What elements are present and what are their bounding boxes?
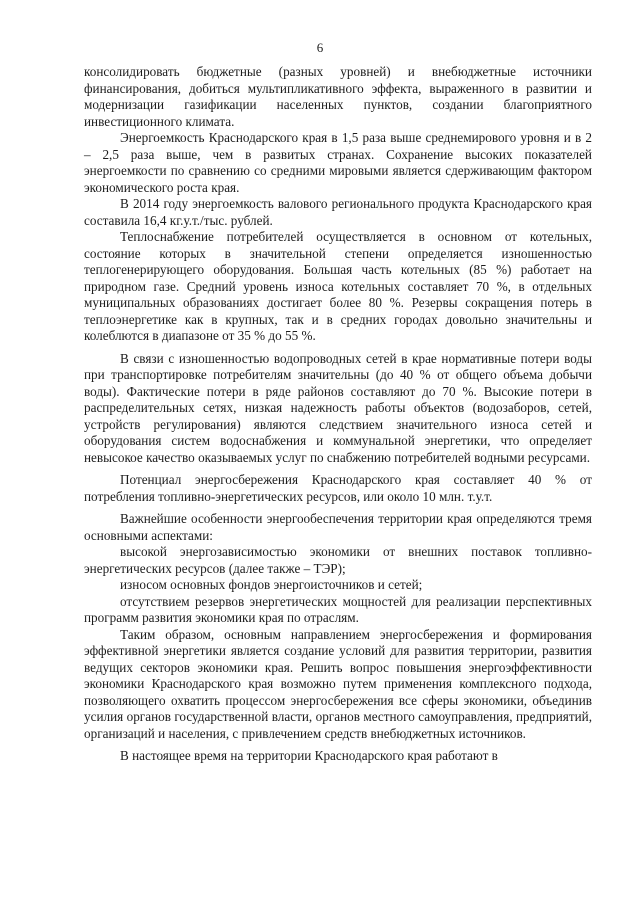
page-number: 6 <box>316 40 324 55</box>
paragraph-2014-grp: В 2014 году энергоемкость валового регионального продукта Краснодарского края составила 16,4 кг.у.т./тыс. рублей. <box>84 196 592 228</box>
list-item-no-reserves: отсутствием резервов энергетических мощностей для реализации перспективных программ развития экономики края по отраслям. <box>84 593 592 625</box>
body-text <box>84 64 592 765</box>
paragraph-current-state: В настоящее время на территории Краснодарского края работают в <box>120 748 498 763</box>
paragraph-heat-supply: Теплоснабжение потребителей осуществляется в основном от котельных, состояние которых в значительной степени определяется изношенностью теплогенерирующего оборудования. Большая часть котельных (85 %) работает на природном газе. Средний уровень износа котельных составляет 70 %, в отдельных муниципальных образованиях достигает более 80 %. Резервы сокращения потерь в теплоэнергетике как в крупных, так и в средних городах довольно значительны и колеблются в диапазоне от 35 % до 55 %. <box>84 229 592 343</box>
list-item-asset-wear: износом основных фондов энергоисточников и сетей; <box>120 577 423 592</box>
paragraph-energy-intensity: Энергоемкость Краснодарского края в 1,5 раза выше среднемирового уровня и в 2 – 2,5 раза выше, чем в развитых странах. Сохранение высоких показателей энергоемкости по сравнению со средними мировыми является сдерживающим фактором экономического роста края. <box>84 130 592 195</box>
paragraph-water-losses: В связи с изношенностью водопроводных сетей в крае нормативные потери воды при транспортировке потребителям значительны (до 40 % от общего объема добычи воды). Фактические потери в ряде районов составляют до 70 %. Высокие потери в распределительных сетях, низкая надежность работы объектов (водозаборов, сетей, устройств регулирования) являются следствием значительного износа сетей и оборудования систем водоснабжения и коммунальной энергетики, что определяет невысокое качество оказываемых услуг по снабжению потребителей водными ресурсами. <box>84 350 592 465</box>
paragraph-main-direction: Таким образом, основным направлением энергосбережения и формирования эффективной энергетики является создание условий для развития территории, развития ведущих секторов экономики края. Решить вопрос повышения энергоэффективности экономики Краснодарского края возможно путем применения комплексного подхода, позволяющего охватить процессом энергосбережения все сферы экономики, объединив усилия органов государственной власти, органов местного самоуправления, предприятий, организаций и населения, с привлечением средств внебюджетных источников. <box>84 626 592 741</box>
paragraph-continuation: консолидировать бюджетные (разных уровней) и внебюджетные источники финансирования, добиться мультипликативного эффекта, выраженного в развитии и модернизации газификации населенных пунктов, создании благоприятного инвестиционного климата. <box>84 64 592 129</box>
paragraph-key-features: Важнейшие особенности энергообеспечения территории края определяются тремя основными аспектами: <box>84 511 592 543</box>
list-item-energy-dependence: высокой энергозависимостью экономики от внешних поставок топливно-энергетических ресурсов (далее также – ТЭР); <box>84 544 592 576</box>
paragraph-saving-potential: Потенциал энергосбережения Краснодарского края составляет 40 % от потребления топливно-энергетических ресурсов, или около 10 млн. т.у.т. <box>84 472 592 504</box>
